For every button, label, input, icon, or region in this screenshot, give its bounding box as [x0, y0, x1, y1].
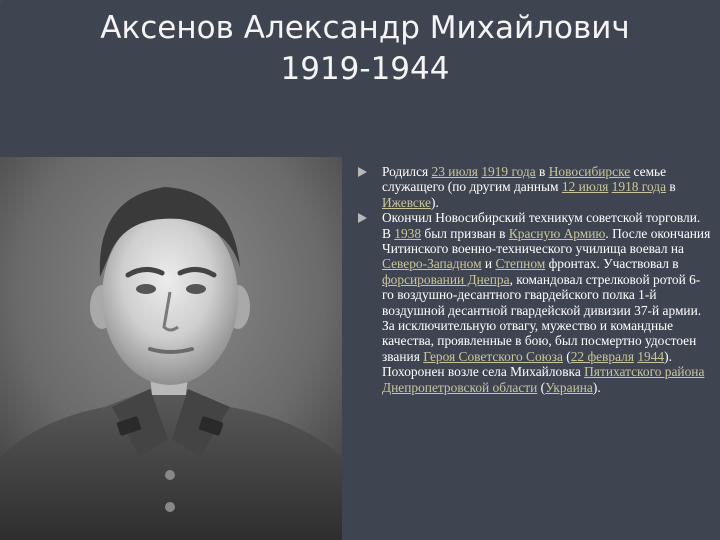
bullet-text: Родился	[382, 164, 432, 179]
bullet-item	[355, 164, 711, 210]
wiki-link[interactable]: Красную Армию	[508, 225, 606, 241]
wiki-link[interactable]: Северо-Западном	[382, 256, 482, 272]
wiki-link[interactable]: Ижевске	[382, 194, 431, 210]
bullet-arrow-icon	[358, 167, 367, 177]
wiki-link[interactable]: 1938	[394, 225, 422, 241]
wiki-link[interactable]: 22 февраля	[570, 348, 634, 364]
wiki-link[interactable]: 1918 года	[611, 179, 667, 195]
bullet-text: ).	[592, 379, 601, 395]
bullet-text: был призван в	[421, 225, 509, 241]
wiki-link[interactable]: Пятихатского района	[584, 364, 705, 380]
bullet-text: ).	[431, 194, 439, 210]
title-name: Аксенов Александр Михайлович	[100, 10, 630, 46]
wiki-link[interactable]: Новосибирске	[548, 164, 631, 179]
bullet-text: . После окончания Читинского военно-технического училища воевал на	[382, 225, 711, 257]
bullet-text: в	[666, 179, 676, 195]
bullet-text: и	[481, 256, 496, 272]
wiki-link[interactable]: 12 июля	[561, 179, 609, 195]
bullet-text: (	[562, 348, 571, 364]
wiki-link[interactable]: Днепропетровской области	[382, 379, 538, 395]
slide-title	[60, 8, 670, 90]
wiki-link[interactable]: 23 июля	[431, 164, 478, 179]
bullet-text: , командовал стрелковой ротой 6-го воздушно-десантного гвардейского полка 1-й воздушной десантной гвардейской дивизии 37-й армии. За исключительную отвагу, мужество и командные качества, проявленные в бою, был посмертно удостоен звания	[382, 271, 702, 364]
bullet-text: Окончил Новосибирский техникум советской торговли. В	[382, 210, 701, 241]
bullet-list	[355, 164, 711, 395]
bullet-item	[355, 210, 711, 395]
bullet-text: (	[537, 379, 546, 395]
wiki-link[interactable]: Героя Советского Союза	[423, 348, 563, 364]
wiki-link[interactable]: 1944	[637, 348, 665, 364]
wiki-link[interactable]: 1919 года	[481, 164, 536, 179]
wiki-link[interactable]: Степном	[495, 256, 546, 272]
bullet-text: фронтах. Участвовал в	[545, 256, 679, 272]
wiki-link[interactable]: форсировании Днепра	[382, 271, 510, 287]
bullet-text: семье служащего (по другим данным	[382, 164, 667, 195]
bullet-text: Похоронен возле села Михайловка	[382, 364, 585, 380]
bullet-arrow-icon	[358, 213, 367, 223]
portrait-photo	[0, 157, 342, 540]
title-years: 1919-1944	[280, 51, 450, 87]
wiki-link[interactable]: Украина	[545, 379, 593, 395]
bullet-text: в	[535, 164, 549, 179]
bullet-text: ).	[664, 348, 672, 364]
